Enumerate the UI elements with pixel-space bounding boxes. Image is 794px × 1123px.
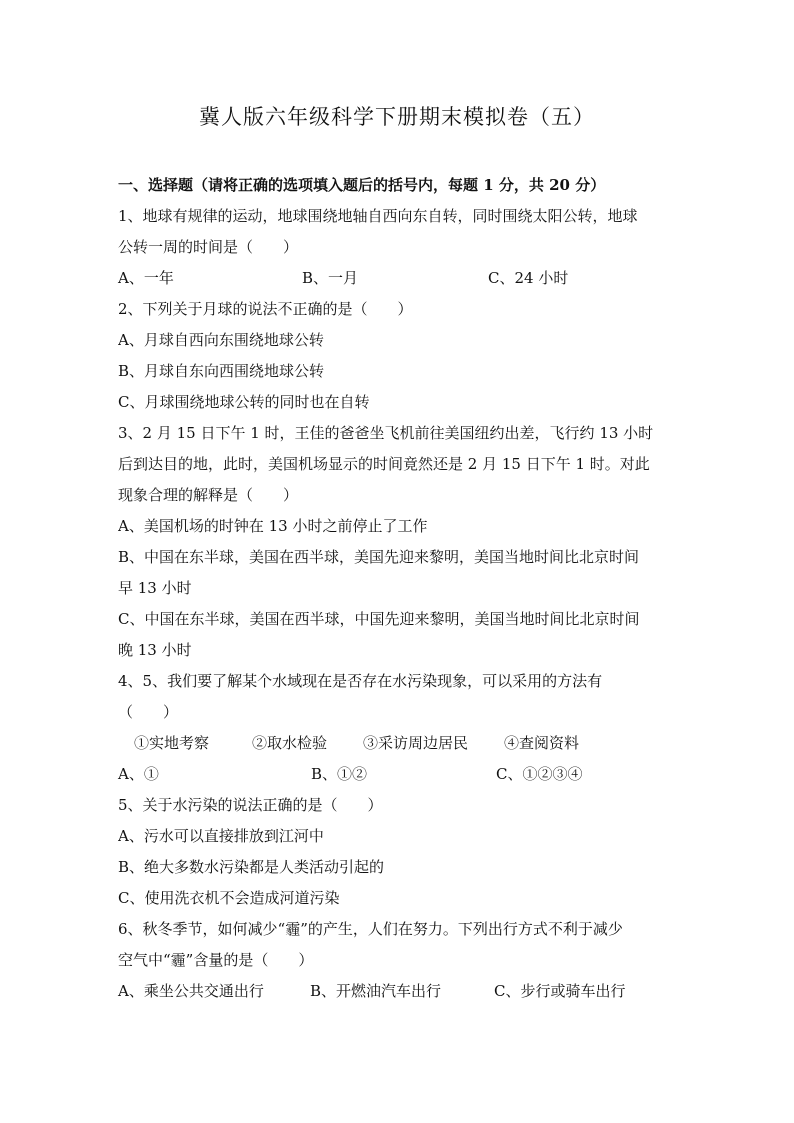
q4-methods bbox=[118, 728, 678, 759]
q1-stem-line-1: 1、地球有规律的运动，地球围绕地轴自西向东自转，同时围绕太阳公转，地球 bbox=[118, 207, 638, 225]
q1-option-c: C、24 小时 bbox=[488, 269, 569, 287]
q6-option-b: B、开燃油汽车出行 bbox=[310, 982, 442, 1000]
q5-option-b: B、绝大多数水污染都是人类活动引起的 bbox=[118, 858, 385, 876]
q1-options bbox=[118, 263, 678, 294]
q5-stem: 5、关于水污染的说法正确的是（ ） bbox=[118, 796, 383, 814]
q2-stem: 2、下列关于月球的说法不正确的是（ ） bbox=[118, 300, 413, 318]
q3-stem-line-2: 后到达目的地，此时，美国机场显示的时间竟然还是 2 月 15 日下午 1 时。对此 bbox=[118, 455, 650, 473]
q4-option-a: A、① bbox=[118, 765, 159, 783]
q2-option-a: A、月球自西向东围绕地球公转 bbox=[118, 331, 324, 349]
q3-option-c-line-2: 晚 13 小时 bbox=[118, 641, 192, 659]
q1-option-a: A、一年 bbox=[118, 269, 174, 287]
q6-options bbox=[118, 976, 678, 1007]
q6-option-c: C、步行或骑车出行 bbox=[494, 982, 626, 1000]
q3-option-b-line-2: 早 13 小时 bbox=[118, 579, 192, 597]
q5-option-a: A、污水可以直接排放到江河中 bbox=[118, 827, 324, 845]
page-title: 冀人版六年级科学下册期末模拟卷（五） bbox=[199, 105, 595, 129]
q4-option-b: B、①② bbox=[311, 765, 368, 783]
exam-content bbox=[118, 170, 678, 1007]
q4-method-3: ③采访周边居民 bbox=[363, 734, 469, 752]
q4-method-4: ④查阅资料 bbox=[504, 734, 580, 752]
q4-options bbox=[118, 759, 678, 790]
section-heading: 一、选择题（请将正确的选项填入题后的括号内，每题 1 分，共 20 分） bbox=[118, 176, 606, 194]
q1-option-b: B、一月 bbox=[302, 269, 359, 287]
q6-option-a: A、乘坐公共交通出行 bbox=[118, 982, 264, 1000]
q4-method-1: ①实地考察 bbox=[134, 734, 210, 752]
q6-stem-line-1: 6、秋冬季节，如何减少“霾”的产生，人们在努力。下列出行方式不利于减少 bbox=[118, 920, 623, 938]
q3-option-c-line-1: C、中国在东半球，美国在西半球，中国先迎来黎明，美国当地时间比北京时间 bbox=[118, 610, 640, 628]
q2-option-c: C、月球围绕地球公转的同时也在自转 bbox=[118, 393, 370, 411]
q3-option-b-line-1: B、中国在东半球，美国在西半球，美国先迎来黎明，美国当地时间比北京时间 bbox=[118, 548, 640, 566]
q4-method-2: ②取水检验 bbox=[252, 734, 328, 752]
q4-stem-line-2: （ ） bbox=[118, 703, 179, 721]
q4-option-c: C、①②③④ bbox=[496, 765, 583, 783]
q1-stem-line-2: 公转一周的时间是（ ） bbox=[118, 238, 299, 256]
q3-stem-line-3: 现象合理的解释是（ ） bbox=[118, 486, 299, 504]
q3-option-a: A、美国机场的时钟在 13 小时之前停止了工作 bbox=[118, 517, 428, 535]
q4-stem-line-1: 4、5、我们要了解某个水域现在是否存在水污染现象，可以采用的方法有 bbox=[118, 672, 603, 690]
q3-stem-line-1: 3、2 月 15 日下午 1 时，王佳的爸爸坐飞机前往美国纽约出差，飞行约 13 小时 bbox=[118, 424, 654, 442]
q2-option-b: B、月球自东向西围绕地球公转 bbox=[118, 362, 325, 380]
q6-stem-line-2: 空气中“霾”含量的是（ ） bbox=[118, 951, 314, 969]
q5-option-c: C、使用洗衣机不会造成河道污染 bbox=[118, 889, 340, 907]
